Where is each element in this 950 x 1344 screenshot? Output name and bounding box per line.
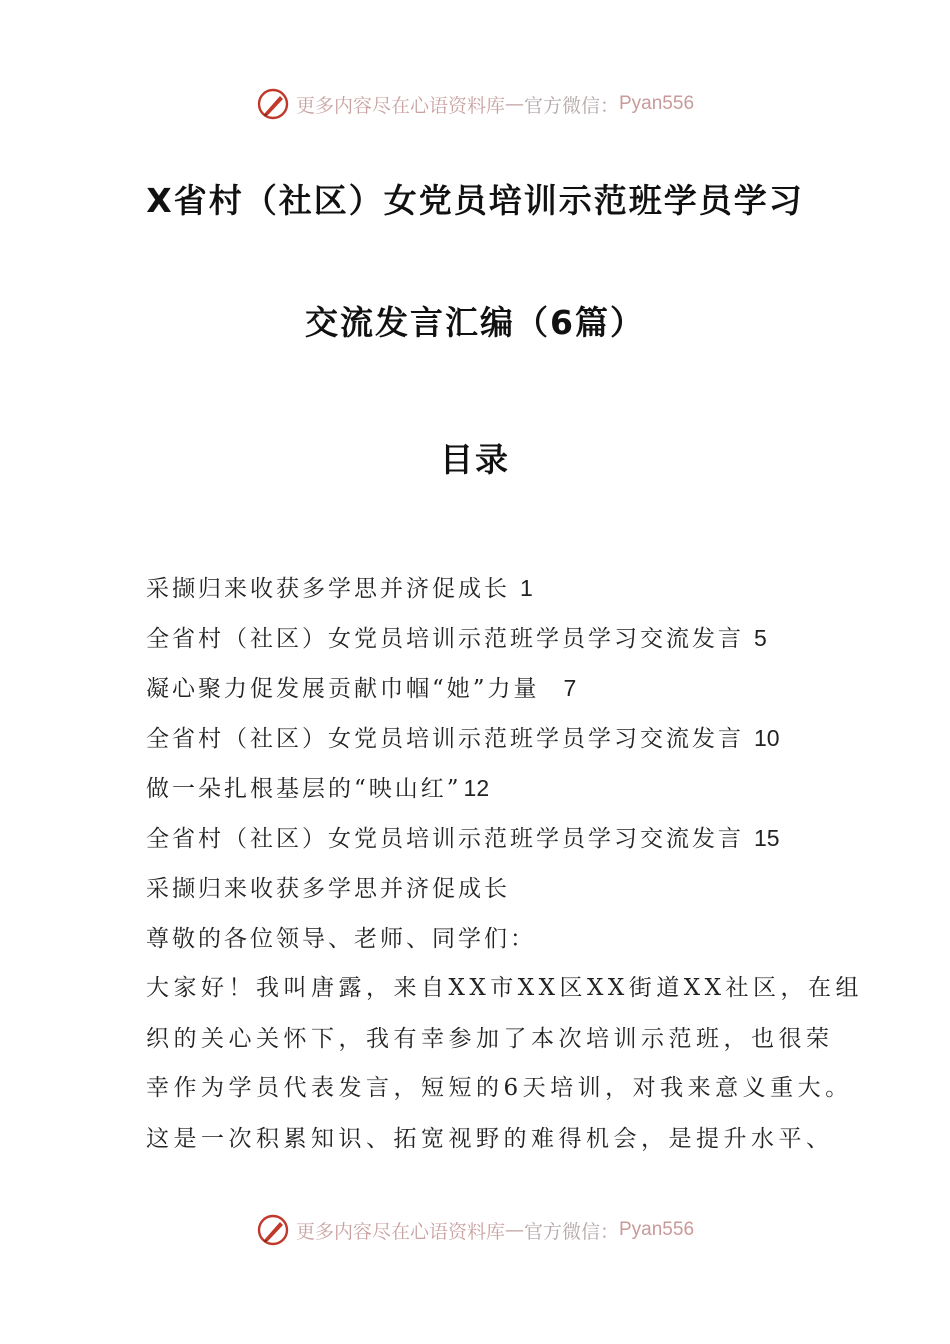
section-title: 采撷归来收获多学思并济促成长 [146,876,510,902]
toc-item-text: 采撷归来收获多学思并济促成长 [146,576,510,602]
pen-logo-icon [256,1213,290,1247]
banner-text: 更多内容尽在心语资料库 [295,1220,505,1243]
footer-banner [0,1210,950,1250]
body-paragraph-line: 大家好！我叫唐露，来自XX市XX区XX街道XX社区，在组 [146,975,863,1001]
toc-item-text: 全省村（社区）女党员培训示范班学员学习交流发言 [146,726,744,752]
toc-item[interactable] [146,820,780,853]
toc-item[interactable] [146,620,767,653]
banner-wechat-id: Pyan556 [619,93,695,114]
banner-dash: — [504,1219,524,1241]
toc-item-text: 全省村（社区）女党员培训示范班学员学习交流发言 [146,826,744,852]
doc-title-line2: 交流发言汇编（6篇） [305,303,645,342]
toc-item[interactable] [146,720,780,753]
toc-item-page: 1 [520,575,533,601]
banner-text: 更多内容尽在心语资料库 [295,94,505,117]
toc-item-page: 5 [754,625,767,651]
banner-wechat-label: 官方微信： [523,94,619,117]
pen-logo-icon [256,87,290,121]
body-paragraph-line: 这是一次积累知识、拓宽视野的难得机会，是提升水平、 [146,1126,834,1152]
toc-item[interactable] [146,770,489,803]
banner-wechat-id: Pyan556 [619,1219,695,1240]
toc-item-page: 10 [754,725,780,751]
toc-item-page: 7 [563,675,577,701]
toc-item[interactable] [146,570,533,603]
toc-item-text: 做一朵扎根基层的“映山红” [146,776,462,802]
toc-item-page: 12 [463,775,490,801]
banner-wechat-label: 官方微信： [523,1220,619,1243]
doc-title-line1: X省村（社区）女党员培训示范班学员学习 [146,181,804,220]
banner-dash: — [504,93,524,115]
toc-heading: 目录 [440,440,510,479]
greeting: 尊敬的各位领导、老师、同学们： [146,926,536,952]
toc-item-text: 全省村（社区）女党员培训示范班学员学习交流发言 [146,626,744,652]
header-banner [0,84,950,124]
body-paragraph-line: 幸作为学员代表发言，短短的6天培训，对我来意义重大。 [146,1075,853,1101]
toc-item-text: 凝心聚力促发展贡献巾帼“她”力量 [146,676,540,702]
toc-item[interactable] [146,670,576,703]
body-paragraph-line: 织的关心关怀下，我有幸参加了本次培训示范班，也很荣 [146,1026,834,1052]
toc-item-page: 15 [754,825,780,851]
